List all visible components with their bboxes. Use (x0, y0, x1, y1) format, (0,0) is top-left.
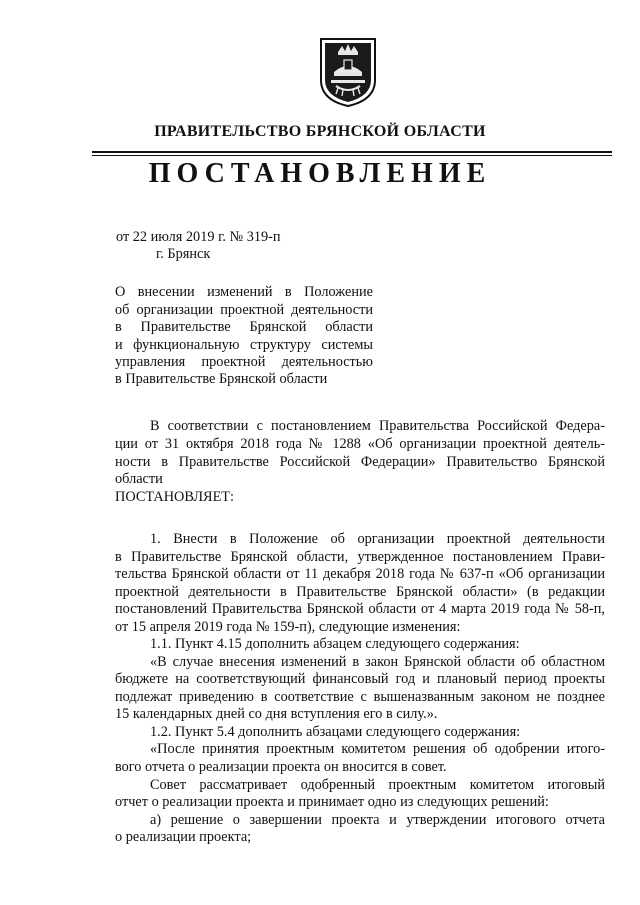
header-rule-thick (92, 151, 612, 153)
document-date-number: от 22 июля 2019 г. № 319-п (116, 229, 281, 245)
header-rule-thin (92, 155, 612, 156)
subject-line: и функциональную структуру системы (115, 337, 373, 353)
preamble-line: ности в Правительстве Российской Федерации» Правительство Брянской (115, 454, 605, 470)
body-line: тельства Брянской области от 11 декабря 2018 года № 637-п «Об организации (115, 566, 605, 582)
body-line: в Правительстве Брянской области, утвержденное постановлением Прави- (115, 549, 605, 565)
body-line: «В случае внесения изменений в закон Брянской области об областном (150, 654, 605, 670)
subject-line: О внесении изменений в Положение (115, 284, 373, 300)
preamble-line: области (115, 471, 163, 487)
body-line: проектной деятельности в Правительстве Брянской области» (в редакции (115, 584, 605, 600)
coat-of-arms-emblem (318, 36, 378, 108)
document-type-title: ПОСТАНОВЛЕНИЕ (148, 158, 492, 189)
body-line: 1.1. Пункт 4.15 дополнить абзацем следующего содержания: (150, 636, 520, 652)
body-line: подлежат приведению в соответствие с вышеназванным законом не позднее (115, 689, 605, 705)
body-line: Совет рассматривает одобренный проектным комитетом итоговый (150, 777, 605, 793)
body-line: 1. Внести в Положение об организации проектной деятельности (150, 531, 605, 547)
body-line: постановлений Правительства Брянской области от 4 марта 2019 года № 58-п, (115, 601, 605, 617)
organization-name: ПРАВИТЕЛЬСТВО БРЯНСКОЙ ОБЛАСТИ (154, 123, 486, 140)
subject-line: в Правительстве Брянской области (115, 319, 373, 335)
subject-line: об организации проектной деятельности (115, 302, 373, 318)
subject-line: в Правительстве Брянской области (115, 371, 328, 387)
body-line: а) решение о завершении проекта и утверждении итогового отчета (150, 812, 605, 828)
body-line: о реализации проекта; (115, 829, 252, 845)
body-line: 1.2. Пункт 5.4 дополнить абзацами следующего содержания: (150, 724, 521, 740)
decree-word: ПОСТАНОВЛЯЕТ: (115, 489, 235, 505)
preamble-line: В соответствии с постановлением Правительства Российской Федера- (150, 418, 605, 434)
body-line: вого отчета о реализации проекта он вносится в совет. (115, 759, 447, 775)
body-line: от 15 апреля 2019 года № 159-п), следующие изменения: (115, 619, 461, 635)
body-line: отчет о реализации проекта и принимает одно из следующих решений: (115, 794, 549, 810)
subject-line: управления проектной деятельностью (115, 354, 373, 370)
body-line: «После принятия проектным комитетом решения об одобрении итого- (150, 741, 605, 757)
document-city: г. Брянск (156, 246, 211, 262)
preamble-line: ции от 31 октября 2018 года № 1288 «Об организации проектной деятель- (115, 436, 605, 452)
body-line: 15 календарных дней со дня вступления его в силу.». (115, 706, 438, 722)
body-line: бюджете на соответствующий финансовый год и плановый период проекты (115, 671, 605, 687)
